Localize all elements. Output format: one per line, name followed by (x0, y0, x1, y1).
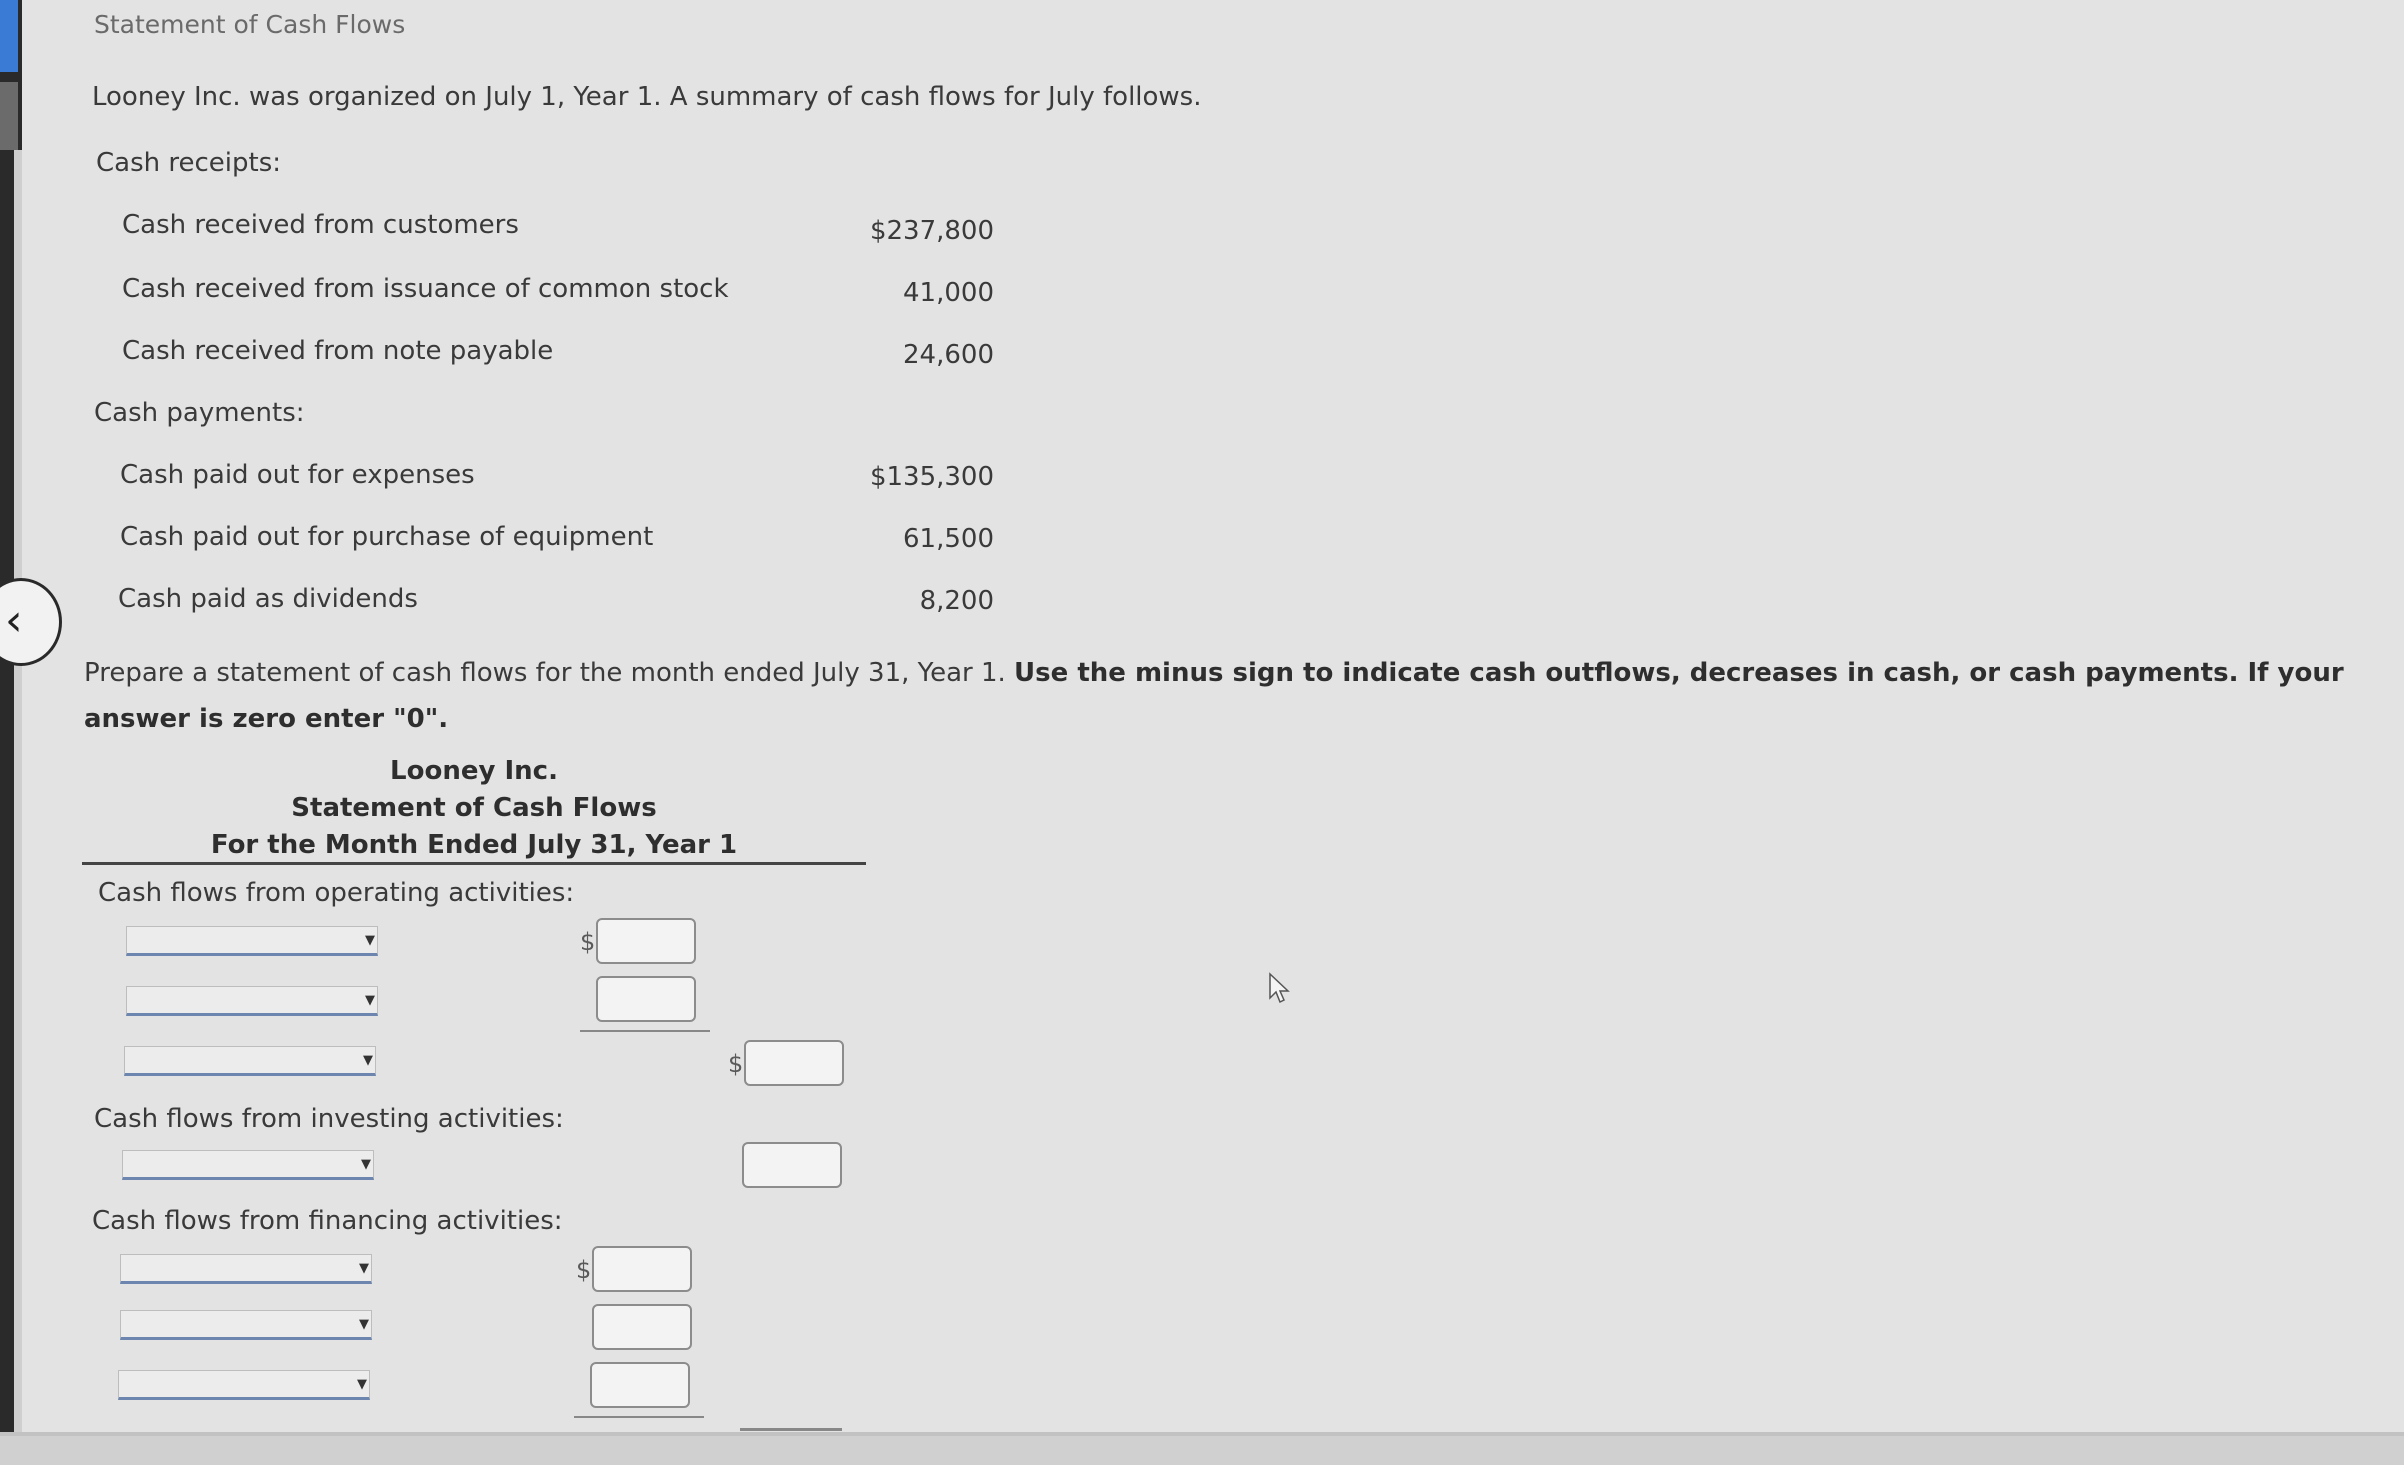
payment-amount: $135,300 (869, 462, 994, 492)
operating-amount-input[interactable] (596, 918, 696, 964)
operating-dropdown[interactable] (126, 926, 378, 956)
subtotal-rule (580, 1030, 710, 1032)
left-edge-grey-tab (0, 82, 18, 150)
net-operating-input[interactable] (744, 1040, 844, 1086)
operating-amount-input[interactable] (596, 976, 696, 1022)
payment-label: Cash paid as dividends (118, 584, 418, 614)
caret-down-icon: ▼ (359, 1317, 369, 1332)
caret-down-icon: ▼ (365, 933, 375, 948)
financing-amount-input[interactable] (590, 1362, 690, 1408)
investing-dropdown[interactable] (122, 1150, 374, 1180)
bottom-bar (0, 1432, 2404, 1465)
total-rule (740, 1428, 842, 1431)
caret-down-icon: ▼ (357, 1377, 367, 1392)
receipt-amount: 41,000 (903, 278, 994, 308)
financing-amount-input[interactable] (592, 1246, 692, 1292)
payment-amount: 61,500 (903, 524, 994, 554)
dollar-sign: $ (580, 928, 596, 956)
financing-dropdown[interactable] (120, 1310, 372, 1340)
mouse-pointer-icon (1268, 972, 1292, 1006)
investing-amount-input[interactable] (742, 1142, 842, 1188)
caret-down-icon: ▼ (361, 1157, 371, 1172)
receipt-label: Cash received from customers (122, 210, 519, 240)
financing-activities-label: Cash flows from financing activities: (92, 1206, 563, 1236)
operating-total-dropdown[interactable] (124, 1046, 376, 1076)
dollar-sign: $ (728, 1050, 744, 1078)
left-edge-bar (0, 0, 22, 1461)
statement-title: Statement of Cash Flows (291, 793, 657, 823)
header-rule (82, 862, 866, 865)
left-edge-blue-tab (0, 0, 18, 72)
operating-activities-label: Cash flows from operating activities: (98, 878, 575, 908)
financing-dropdown[interactable] (120, 1254, 372, 1284)
receipt-amount: $237,800 (869, 216, 994, 246)
dollar-sign: $ (576, 1256, 592, 1284)
instructions (84, 650, 2384, 742)
statement-period: For the Month Ended July 31, Year 1 (210, 830, 738, 860)
receipt-label: Cash received from issuance of common stock (122, 274, 729, 304)
instructions-bold: Use the minus sign to indicate cash outflows, decreases in cash, or cash payments. If your answer is zero enter "0". (84, 658, 2344, 734)
receipt-amount: 24,600 (903, 340, 994, 370)
payment-label: Cash paid out for expenses (120, 460, 475, 490)
payments-label: Cash payments: (94, 398, 305, 428)
subtotal-rule (574, 1416, 704, 1418)
page-title: Statement of Cash Flows (94, 10, 406, 39)
caret-down-icon: ▼ (359, 1261, 369, 1276)
investing-activities-label: Cash flows from investing activities: (94, 1104, 564, 1134)
back-button[interactable] (0, 578, 62, 666)
instructions-plain: Prepare a statement of cash flows for the month ended July 31, Year 1. (84, 658, 1006, 688)
financing-amount-input[interactable] (592, 1304, 692, 1350)
payment-amount: 8,200 (919, 586, 994, 616)
operating-dropdown[interactable] (126, 986, 378, 1016)
chevron-left-icon: ‹ (5, 595, 23, 646)
statement-company: Looney Inc. (390, 756, 558, 786)
payment-label: Cash paid out for purchase of equipment (120, 522, 654, 552)
left-edge-light-strip (14, 150, 22, 1461)
receipts-label: Cash receipts: (96, 148, 282, 178)
caret-down-icon: ▼ (365, 993, 375, 1008)
problem-intro: Looney Inc. was organized on July 1, Year 1. A summary of cash flows for July follows. (92, 82, 1202, 112)
caret-down-icon: ▼ (363, 1053, 373, 1068)
receipt-label: Cash received from note payable (122, 336, 554, 366)
financing-dropdown[interactable] (118, 1370, 370, 1400)
